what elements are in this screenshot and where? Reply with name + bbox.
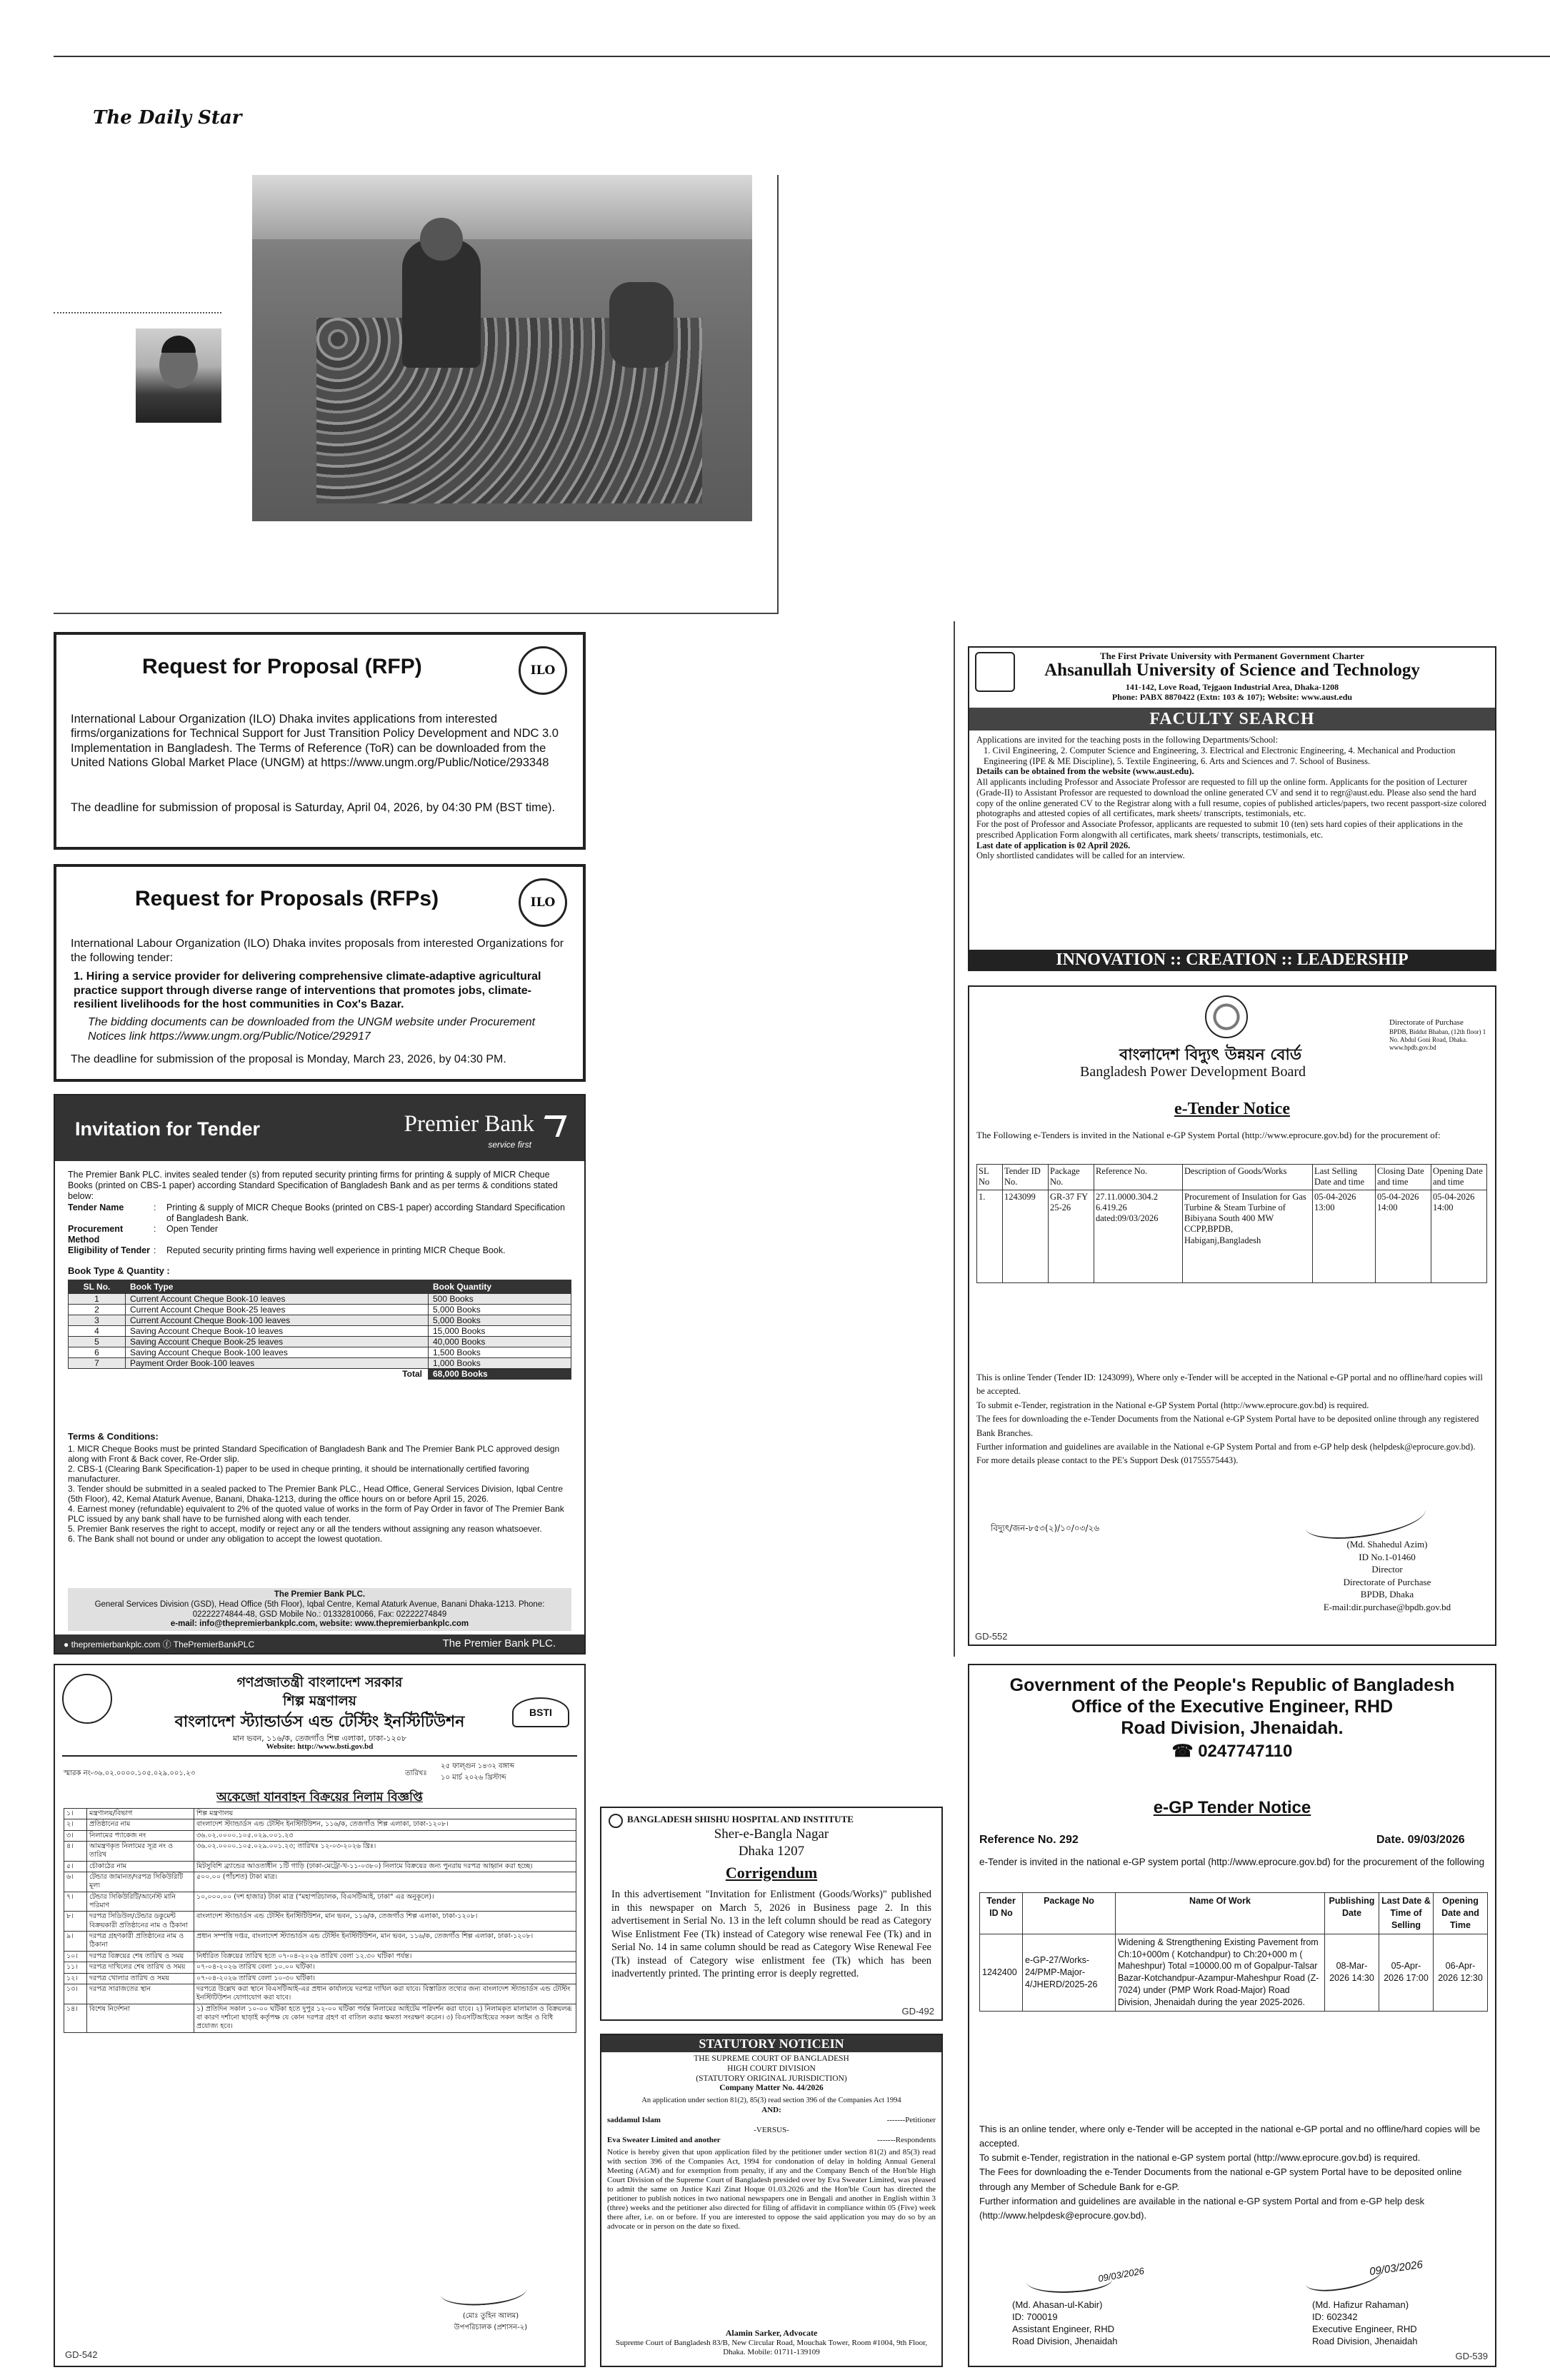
top-rule (54, 56, 1550, 57)
bpdb-address: BPDB, Biddut Bhaban, (12th floor) 1 No. Abdul Goni Road, Dhaka. www.bpdb.gov.bd (1389, 1028, 1486, 1051)
bpdb-name-en: Bangladesh Power Development Board (1080, 1064, 1306, 1080)
table-row: 6 Saving Account Cheque Book-100 leaves 1,500 Books (69, 1347, 571, 1358)
court-petitioner-role: -------Petitioner (886, 2116, 936, 2124)
rhd-tender-table: Tender ID No Package No Name Of Work Publishing Date Last Date & Time of Selling Opening Date and Time 1242400 e-GP-27/Works-24/PMP-Major-4/JHERD/2025-26 Widening & Strengthening Existing Pavement from Ch:10+000m ( Kotchandpur) to Ch:20+000 m ( Maheshpur) Total =10000.00 m of Gopalpur-Talsar Bazar-Kotchandpur-Azampur-Maheshpur Road (Z-7024) under (PMP Work Road-Major) Road Division, Jhenaidah during the year 2025-2026. 08-Mar-2026 14:30 05-Apr-2026 17:00 06-Apr-2026 12:30 (979, 1892, 1488, 2012)
ilo-rfps-deadline: The deadline for submission of the proposal is Monday, March 23, 2026, by 04:30 PM. (71, 1053, 506, 1065)
bpdb-signature-icon (1304, 1495, 1428, 1542)
ilo-rfps-title: Request for Proposals (RFPs) (135, 887, 439, 910)
court-advocate: Alamin Sarker, Advocate (725, 2328, 818, 2338)
rhd-title: e-GP Tender Notice (1153, 1798, 1311, 1817)
bpdb-logo-icon (1205, 995, 1248, 1038)
table-row: 1 Current Account Cheque Book-10 leaves 500 Books (69, 1294, 571, 1305)
shishu-name: BANGLADESH SHISHU HOSPITAL AND INSTITUTE (627, 1814, 854, 1824)
ilo-rfp-body: International Labour Organization (ILO) Dhaka invites applications from interested firms/organizations for Technical Support for Just Transition Policy Development and NDC 3.0 Implementation in Bangladesh. The Terms of Reference (ToR) can be downloaded from the United Nations Global Market Place (UNGM) at https://www.ungm.org/Public/Notice/293348 (71, 713, 559, 770)
court-body: Notice is hereby given that upon application filed by the petitioner under section 81(2) and 85(3) read with section 396 of the Companies Act, 1994 for condonation of delay in holding Annual General Meeting (AGM) and for exemption from penalty, if any and the Company Bench of the Hon'ble High Court Division of the Supreme Court of Bangladesh presided over by Eva Sweater Limited, was pleased to admit the same on Justice Kazi Zinat Hoque 01.03.2026 and the Hon'ble Court has directed the petitioner to publish notices in two national newspapers one in Bengali and another in English within 3 (three) weeks and the petitioner also directed for filing of affidavit in compliance within 05 (Five) week there after, i.e. on or before. If you are interested to oppose the said application you may do so by an advocate or in person on the date so fixed. (607, 2148, 936, 2231)
ilo-logo-icon: ILO (519, 878, 567, 927)
aust-address: 141-142, Love Road, Tejgaon Industrial Area, Dhaka-1208 (1125, 682, 1339, 692)
premier-tender-details: Tender Name : Printing & supply of MICR Cheque Books (printed on CBS-1 paper) according Standard Specification of Bangladesh Bank. Procurement Method : Open Tender Eligibility of Tender : Reputed security printing firms having well experience in printing MICR Cheque Book. (68, 1202, 565, 1255)
premier-brand-name: Premier Bank (404, 1111, 534, 1137)
rhd-tender-ad (968, 1664, 1496, 2367)
rhd-division: Road Division, Jhenaidah. (1121, 1718, 1344, 1738)
bsti-sign-title: উপপরিচালক (প্রশাসন-২) (454, 2324, 528, 2331)
rhd-date: Date. 09/03/2026 (1376, 1834, 1465, 1846)
ilo-rfp-ad (54, 632, 586, 850)
table-row: ৩। নিলামের প্যাকেজ নং ৩৬.০২.০০০০.১০৫.০২৯.০০১.২৩ (64, 1830, 576, 1841)
table-row: ১২। দরপত্র খোলার তারিখ ও সময় ০৭-০৪-২০২৬ তারিখ বেলা ১০-৩০ ঘটিকা। (64, 1973, 576, 1984)
table-row: ৯। দরপত্র গ্রহণকারী প্রতিষ্ঠানের নাম ও ঠিকানা প্রধান সম্পত্তি দপ্তর, বাংলাদেশ স্ট্যান্ডার্ডস এন্ড টেস্টিং ইনস্টিটিউশন, মান ভবন, ১১৬/ক, তেজগাঁও শিল্প এলাকা, ঢাকা-১২০৮। (64, 1932, 576, 1952)
ilo-rfps-intro: International Labour Organization (ILO) Dhaka invites proposals from interested Organizations for the following tender: (71, 938, 564, 964)
bsti-title: অকেজো যানবাহন বিক্রয়ের নিলাম বিজ্ঞপ্তি (216, 1790, 423, 1804)
court-petitioner: saddamul Islam (607, 2116, 661, 2124)
shishu-addr1: Sher-e-Bangla Nagar (714, 1827, 829, 1842)
aust-phone: Phone: PABX 8870422 (Extn: 103 & 107); Website: www.aust.edu (1111, 692, 1353, 702)
table-row: ১। মন্ত্রণালয়/বিভাগ শিল্প মন্ত্রণালয় (64, 1809, 576, 1819)
court-and: AND: (761, 2106, 781, 2114)
ilo-rfps-download: The bidding documents can be downloaded from the UNGM website under Procurement Notices link https://www.ungm.org/Public/Notice/292917 (88, 1016, 536, 1043)
table-row: ২। প্রতিষ্ঠানের নাম বাংলাদেশ স্ট্যান্ডার্ডস এন্ড টেস্টিং ইনস্টিটিউশন, ১১৬/ক, তেজগাঁও শিল্প এলাকা, ঢাকা-১২০৮। (64, 1819, 576, 1830)
bpdb-signatory: (Md. Shahedul Azim) ID No.1-01460 Director Directorate of Purchase BPDB, Dhaka E-mail:dir.purchase@bpdb.gov.bd (1323, 1539, 1451, 1612)
bsti-date2: ১০ মার্চ ২০২৬ খ্রিস্টাব্দ (441, 1774, 506, 1782)
table-row: ৬। টেন্ডার জামানত/দরপত্র সিকিউরিটি মূল্য ৫০০.০০ (পাঁচশত) টাকা মাত্র। (64, 1872, 576, 1892)
court-notice-ad (600, 2034, 943, 2367)
bsti-ad (54, 1664, 586, 2367)
rhd-signatory-1: (Md. Ahasan-ul-Kabir) ID: 700019 Assistant Engineer, RHD Road Division, Jhenaidah (1012, 2299, 1118, 2346)
premier-bank-ad (54, 1094, 586, 1655)
aust-ad (968, 646, 1496, 971)
rhd-sign1-date: 09/03/2026 (1097, 2265, 1145, 2284)
premier-header-title: Invitation for Tender (75, 1118, 261, 1140)
bpdb-title: e-Tender Notice (1174, 1100, 1290, 1118)
gd-number: GD-542 (65, 2349, 98, 2360)
table-row: 7 Payment Order Book-100 leaves 1,000 Books (69, 1358, 571, 1369)
aust-footer-bar: INNOVATION :: CREATION :: LEADERSHIP (969, 950, 1495, 970)
ilo-rfp-title: Request for Proposal (RFP) (142, 655, 422, 678)
bpdb-name-bn: বাংলাদেশ বিদ্যুৎ উন্নয়ন বোর্ড (1119, 1046, 1302, 1064)
bsti-date1: ২৫ ফাল্গুন ১৪৩২ বঙ্গাব্দ (441, 1762, 515, 1770)
gd-number: GD-492 (901, 2006, 934, 2017)
shishu-body: In this advertisement "Invitation for Enlistment (Goods/Works)" published in this newspaper on March 5, 2026 in Business page 2. In this advertisement in Serial No. 13 in the left column should be read as Category Wise Enlistment Fee (Tk) instead of Category wise renewal Fee (Tk) and in Serial No. 14 in same column should be read as Category Wise Renewal Fee (Tk) instead of Category wise enlistment fee (Tk) which has been inadvertently printed. The printing error is deeply regretted. (611, 1889, 931, 1980)
aust-heading: FACULTY SEARCH (969, 708, 1495, 730)
table-row: ১০। দরপত্র বিক্রয়ের শেষ তারিখ ও সময় নির্ধারিত বিক্রয়ের তারিখ হতে ০৭-০৪-২০২৬ তারিখ বেলা ১২.৩০ ঘটিকা পর্যন্ত। (64, 1951, 576, 1962)
rhd-intro: e-Tender is invited in the national e-GP system portal (http://www.eprocure.gov.bd) for the procurement of the following (979, 1857, 1485, 1867)
court-application: An application under section 81(2), 85(3) read section 396 of the Companies Act 1994 (641, 2097, 901, 2104)
aust-charter: The First Private University with Permanent Government Charter (1099, 651, 1365, 661)
bsti-rule (62, 1755, 577, 1757)
bpdb-directorate: Directorate of Purchase (1389, 1018, 1464, 1027)
premier-terms-heading: Terms & Conditions: (68, 1431, 159, 1442)
bsti-memo: স্মারক নং-৩৬.০২.০০০০.১০৫.০২৯.০০১.২৩ (64, 1769, 196, 1777)
table-row: ১৪। বিশেষ নির্দেশনা ১) প্রতিদিন সকাল ১০-০০ ঘটিকা হতে দুপুর ১২-০০ ঘটিকা পর্যন্ত নিলামের আইটেম পরিদর্শন করা যাবে। ২) নিলামকৃত মালামাল ও বিক্রয়লব্ধ বা কারণ দর্শানো ছাড়াই কর্তৃপক্ষ যে কোন দরপত্র গ্রহণ বা বাতিল করার ক্ষমতা সংরক্ষণ করেন। ৩) বিএসটিআইয়ের সকল আইন ও বিধি প্রযোজ্য হবে। (64, 2004, 576, 2032)
portrait-photo (136, 328, 221, 423)
premier-tagline: service first (488, 1140, 531, 1150)
newspaper-logo: The Daily Star (93, 107, 242, 129)
court-versus: -VERSUS- (754, 2126, 789, 2134)
ilo-rfps-item: 1. Hiring a service provider for delivering comprehensive climate-adaptive agricultural practice support through diverse range of interventions that promotes jobs, climate-resilient livelihoods for the host communities in Cox's Bazar. (74, 970, 541, 1011)
bsti-website: Website: http://www.bsti.gov.bd (266, 1742, 374, 1751)
court-heading: STATUTORY NOTICEIN (601, 2035, 941, 2052)
bsti-gov: গণপ্রজাতন্ত্রী বাংলাদেশ সরকার (236, 1674, 403, 1690)
bsti-logo-icon: BSTI (512, 1697, 569, 1727)
table-row: ১১। দরপত্র দাখিলের শেষ তারিখ ও সময় ০৭-০৪-২০২৬ তারিখ বেলা ১০.০০ ঘটিকা। (64, 1962, 576, 1973)
court-respondent: Eva Sweater Limited and another (607, 2136, 721, 2144)
rhd-office: Office of the Executive Engineer, RHD (1071, 1697, 1394, 1717)
rhd-sign2-date: 09/03/2026 (1369, 2258, 1424, 2279)
aust-name: Ahsanullah University of Science and Technology (1044, 661, 1420, 680)
bpdb-intro: The Following e-Tenders is invited in the National e-GP System Portal (http://www.eprocure.gov.bd) for the procurement of: (976, 1130, 1441, 1140)
court-advocate-addr: Supreme Court of Bangladesh 83/B, New Circular Road, Mouchak Tower, Room #1004, 9th Floor, Dhaka. Mobile: 01711-139109 (615, 2339, 928, 2357)
shishu-title: Corrigendum (725, 1864, 818, 1882)
bpdb-ad (968, 985, 1496, 1646)
watermelon-photo (252, 175, 752, 521)
table-row: 4 Saving Account Cheque Book-10 leaves 15,000 Books (69, 1326, 571, 1337)
ilo-rfps-ad (54, 864, 586, 1082)
table-row: 5 Saving Account Cheque Book-25 leaves 40,000 Books (69, 1337, 571, 1347)
rhd-signatory-2: (Md. Hafizur Rahaman) ID: 602342 Executive Engineer, RHD Road Division, Jhenaidah (1312, 2299, 1418, 2346)
premier-terms: 1. MICR Cheque Books must be printed Standard Specification of Bangladesh Bank and The Premier Bank PLC approved design along with Front & Back cover, Re-Order slip. 2. CBS-1 (Clearing Bank Specification-1) paper to be used in cheque printing, it should be internationally certified favoring manufacturer. 3. Tender should be submitted in a sealed packed to The Premier Bank PLC., Head Office, General Services Division, Iqbal Centre (5th Floor), 42, Kemal Ataturk Avenue, Banani, Dhaka-1213, during the office hours on or before April 15, 2026. 4. Earnest money (refundable) equivalent to 2% of the quoted value of works in the form of Pay Order in favor of The Premier Bank PLC issued by any bank shall have to be furnished along with each tender. 5. Premier Bank reserves the right to accept, modify or reject any or all the tenders without assigning any reason whatsoever. 6. The Bank shall not bound or under any obligation to accept the lowest quotation. (68, 1444, 564, 1545)
premier-bottom-bar: ● thepremierbankplc.com ⓕ ThePremierBankPLC The Premier Bank PLC. (55, 1635, 584, 1653)
table-row: ৮। দরপত্র সিডিউল/টেন্ডার ডকুমেন্ট বিক্রয়কারী প্রতিষ্ঠানের নাম ও ঠিকানা বাংলাদেশ স্ট্যান্ডার্ডস এন্ড টেস্টিং ইনস্টিটিউশন, মান ভবন, ১১৬/ক, তেজগাঁও শিল্প এলাকা, ঢাকা-১২০৮। (64, 1912, 576, 1932)
rhd-notes: This is an online tender, where only e-Tender will be accepted in the national e-GP portal and no offline/hard copies will be accepted. To submit e-Tender, registration in the national e-GP system portal (http://www.eprocure.gov.bd) is required. The Fees for downloading the e-Tender Documents from the national e-GP system Portal have to be deposited online through any Member of Schedule Bank for e-GP. Further information and guidelines are available in the national e-GP system Portal and from e-GP help desk (http://www.helpdesk@eprocure.gov.bd). (979, 2124, 1481, 2221)
premier-total-row: Total 68,000 Books (69, 1369, 571, 1380)
table-row: 2 Current Account Cheque Book-25 leaves 5,000 Books (69, 1305, 571, 1315)
bpdb-notes: This is online Tender (Tender ID: 1243099), Where only e-Tender will be accepted in the National e-GP portal and no offline/hard copies will be accepted. To submit e-Tender, registration in the National e-GP System Portal (http://www.eprocure.gov.bd) is required. The fees for downloading the e-Tender Documents from the National e-GP System Portal have to be deposited online through any registered Bank Branches. Further information and guidelines are available in the National e-GP System Portal and from e-GP help desk (helpdesk@eprocure.gov.bd). For more details please contact to the PE's Support Desk (01755575443). (976, 1372, 1483, 1466)
rhd-reference: Reference No. 292 (979, 1834, 1079, 1846)
court-respondent-role: -------Respondents (877, 2136, 936, 2144)
shishu-corrigendum-ad (600, 1807, 943, 2021)
premier-book-table: SL No. Book Type Book Quantity 1 Current Account Cheque Book-10 leaves 500 Books 2 Current Account Cheque Book-25 leaves 5,000 Books 3 Current Account Cheque Book-100 leaves 5,000 Books 4 Saving Account Cheque Book-10 leaves 15,000 Books 5 Saving Account Cheque Book-25 leaves 40,000 Books 6 Saving Account Cheque Book-100 leaves 1,500 Books 7 Payment Order Book-100 leaves 1,000 Books Total 68,000 Books (68, 1280, 571, 1380)
table-row: 1. 1243099 GR-37 FY 25-26 27.11.0000.304.2 6.419.26 dated:09/03/2026 Procurement of Insulation for Gas Turbine & Steam Turbine of Bibiyana South 400 MW CCPP,BPDB, Habiganj,Bangladesh 05-04-2026 13:00 05-04-2026 14:00 05-04-2026 14:00 (977, 1190, 1487, 1282)
table-row: ৫। চৌকাঠের নাম মিটসুবিশি ব্র্যান্ডের আওতাধীন ১টি গাড়ি (ঢাকা-মেট্রো-খ-১১-০৩৮০) নিলামে বিক্রয়ের জন্য পুনরায় দরপত্র আহ্বান করা হচ্ছে। (64, 1861, 576, 1872)
table-row: 3 Current Account Cheque Book-100 leaves 5,000 Books (69, 1315, 571, 1326)
bsti-auction-table (64, 1808, 576, 2033)
right-column-rule (954, 621, 955, 1657)
dotted-rule (54, 312, 221, 313)
table-row: 1242400 e-GP-27/Works-24/PMP-Major-4/JHERD/2025-26 Widening & Strengthening Existing Pavement from Ch:10+000m ( Kotchandpur) to Ch:20+000 m ( Maheshpur) Total =10000.00 m of Gopalpur-Talsar Bazar-Kotchandpur-Azampur-Maheshpur Road (Z-7024) under (PMP Work Road-Major) Road Division, Jhenaidah during the year 2025-2026. 08-Mar-2026 14:30 05-Apr-2026 17:00 06-Apr-2026 12:30 (980, 1934, 1488, 2011)
aust-body: Applications are invited for the teaching posts in the following Departments/School: 1. Civil Engineering, 2. Computer Science and Engineering, 3. Electrical and Electronic Engineering, 4. Mechanical and Production Engineering (IPE & ME Discipline), 5. Textile Engineering, 6. Arts and Sciences and 7. School of Business. Details can be obtained from the website (www.aust.edu). All applicants including Professor and Associate Professor are requested to fill up the online form. Applicants for the position of Lecturer (Grade-II) to Assistant Professor are requested to download the online generated CV and send it to regr@aust.edu. Please also send the hard copy of the online generated CV to the Registrar along with a full resume, copies of published articles/papers, two recent passport-size colored photographs and attested copies of all certificates, mark sheets/ transcripts, testimonials, etc. For the post of Professor and Associate Professor, applicants are requested to submit 10 (ten) sets hard copies of their applications in the prescribed Application Form alongwith all certificates, mark sheets/ transcripts, testimonials, etc. Last date of application is 02 April 2026. Only shortlisted candidates will be called for an interview. (976, 735, 1486, 861)
bpdb-tender-table: SL No Tender ID No. Package No. Reference No. Description of Goods/Works Last Selling Date and time Closing Date and time Opening Date and time 1. 1243099 GR-37 FY 25-26 27.11.0000.304.2 6.419.26 dated:09/03/2026 Procurement of Insulation for Gas Turbine & Steam Turbine of Bibiyana South 400 MW CCPP,BPDB, Habiganj,Bangladesh 05-04-2026 13:00 05-04-2026 14:00 05-04-2026 14:00 (976, 1164, 1487, 1283)
bpdb-memo: বিদ্যুৎ/জন-৮৫৩(২)/১০/০৩/২৬ (991, 1523, 1100, 1533)
ilo-rfp-deadline: The deadline for submission of proposal is Saturday, April 04, 2026, by 04:30 PM (BST time). (71, 801, 556, 814)
gd-number: GD-552 (975, 1631, 1008, 1642)
shishu-logo-icon (609, 1814, 623, 1828)
bsti-address: মান ভবন, ১১৬/ক, তেজগাঁও শিল্প এলাকা, ঢাকা-১২০৮ (232, 1734, 407, 1743)
bsti-sign-name: (মোঃ তুহিন আলম) (462, 2312, 519, 2320)
rhd-phone: ☎ 0247747110 (1171, 1742, 1293, 1761)
table-row: ৭। টেন্ডার সিকিউরিটি/আর্নেস্ট মানি পরিমাণ ১০,০০০.০০ (দশ হাজার) টাকা মাত্র ("মহাপরিচালক, বিএসটিআই, ঢাকা" এর অনুকূলে)। (64, 1892, 576, 1912)
bsti-date-label: তারিখঃ (405, 1769, 427, 1777)
court-header: THE SUPREME COURT OF BANGLADESH HIGH COURT DIVISION (STATUTORY ORIGINAL JURISDICTION) Company Matter No. 44/2026 (694, 2054, 849, 2093)
ilo-logo-icon: ILO (519, 646, 567, 695)
table-row: ১৩। দরপত্র সারাজতের স্থান দরপত্রে উল্লেখ করা স্থানে বিএসটিআই-এর প্রধান কার্যালয়ে দরপত্র দাখিল করা যাবে। বিস্তারিত তথ্যের জন্য বাংলাদেশ স্ট্যান্ডার্ডস এন্ড টেস্টিং ইনস্টিটিউশন যোগাযোগ করা যাবে। (64, 1984, 576, 2004)
bsti-name: বাংলাদেশ স্ট্যান্ডার্ডস এন্ড টেস্টিং ইনস্টিটিউশন (174, 1713, 465, 1731)
table-row: ৪। আমন্ত্রণকৃত নিলামের সূত্র নং ও তারিখ ৩৬.০২.০০০০.১০৫.০২৯.০০১.২৩; তারিখঃ ১২-০৩-২০২৬ খ্রিঃ। (64, 1842, 576, 1862)
premier-intro: The Premier Bank PLC. invites sealed tender (s) from reputed security printing firms for printing & supply of MICR Cheque Books (printed on CBS-1 paper) according Standard Specification of Bangladesh Bank and as per terms & conditions stated below: (68, 1170, 558, 1201)
shishu-addr2: Dhaka 1207 (738, 1844, 805, 1859)
gd-number: GD-539 (1455, 2351, 1488, 2361)
premier-footer: The Premier Bank PLC. General Services Division (GSD), Head Office (5th Floor), Iqbal Centre, Kemal Ataturk Avenue, Banani Dhaka-1213. Phone: 02222274844-48, GSD Mobile No.: 01332810066, Fax: 02222274849 e-mail: info@thepremierbankplc.com, website: www.thepremierbankplc.com (68, 1588, 571, 1631)
bsti-signature-icon (440, 2276, 527, 2308)
bsti-ministry: শিল্প মন্ত্রণালয় (283, 1693, 356, 1709)
rhd-gov: Government of the People's Republic of Bangladesh (1009, 1675, 1455, 1695)
premier-book-heading: Book Type & Quantity : (68, 1265, 170, 1276)
